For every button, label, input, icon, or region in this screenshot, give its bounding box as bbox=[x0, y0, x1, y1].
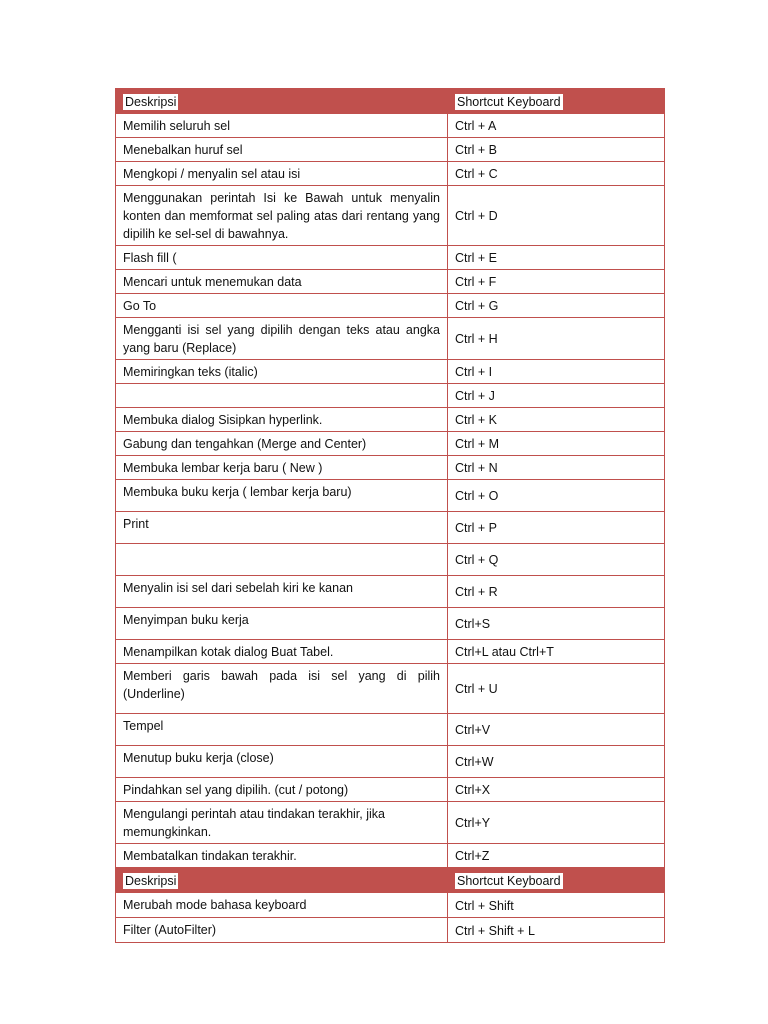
row-description: Memilih seluruh sel bbox=[116, 114, 448, 138]
row-description bbox=[116, 384, 448, 408]
row-description: Menyimpan buku kerja bbox=[116, 608, 448, 640]
row-shortcut: Ctrl+L atau Ctrl+T bbox=[448, 640, 665, 664]
row-description: Tempel bbox=[116, 714, 448, 746]
row-description: Gabung dan tengahkan (Merge and Center) bbox=[116, 432, 448, 456]
row-shortcut: Ctrl + R bbox=[448, 576, 665, 608]
table-row bbox=[116, 844, 665, 868]
row-shortcut: Ctrl+Y bbox=[448, 802, 665, 844]
row-description: Menebalkan huruf sel bbox=[116, 138, 448, 162]
row-shortcut: Ctrl+W bbox=[448, 746, 665, 778]
row-description: Membuka lembar kerja baru ( New ) bbox=[116, 456, 448, 480]
row-shortcut: Ctrl + F bbox=[448, 270, 665, 294]
table-row bbox=[116, 918, 665, 943]
header-shortcut-label: Shortcut Keyboard bbox=[457, 94, 561, 109]
header-description-label: Deskripsi bbox=[125, 873, 177, 888]
row-shortcut: Ctrl + H bbox=[448, 318, 665, 360]
table-row bbox=[116, 802, 665, 844]
table-row bbox=[116, 778, 665, 802]
row-shortcut: Ctrl + K bbox=[448, 408, 665, 432]
table-row bbox=[116, 893, 665, 918]
shortcut-table bbox=[115, 88, 665, 943]
header-shortcut-cell bbox=[448, 868, 665, 893]
table-row bbox=[116, 318, 665, 360]
row-shortcut: Ctrl+S bbox=[448, 608, 665, 640]
row-description: Memiringkan teks (italic) bbox=[116, 360, 448, 384]
row-shortcut: Ctrl + J bbox=[448, 384, 665, 408]
table-row bbox=[116, 512, 665, 544]
row-description: Merubah mode bahasa keyboard bbox=[116, 893, 448, 918]
row-description: Pindahkan sel yang dipilih. (cut / potong) bbox=[116, 778, 448, 802]
table-header-row-2 bbox=[116, 868, 665, 893]
table-row bbox=[116, 640, 665, 664]
table-row bbox=[116, 480, 665, 512]
table-row bbox=[116, 294, 665, 318]
row-description: Menggunakan perintah Isi ke Bawah untuk menyalin konten dan memformat sel paling atas dari rentang yang dipilih ke sel-sel di bawahnya. bbox=[116, 186, 448, 246]
row-shortcut: Ctrl + O bbox=[448, 480, 665, 512]
row-description: Menampilkan kotak dialog Buat Tabel. bbox=[116, 640, 448, 664]
row-shortcut: Ctrl + N bbox=[448, 456, 665, 480]
row-shortcut: Ctrl + U bbox=[448, 664, 665, 714]
table-row bbox=[116, 162, 665, 186]
row-shortcut: Ctrl + Q bbox=[448, 544, 665, 576]
row-shortcut: Ctrl + I bbox=[448, 360, 665, 384]
table-row bbox=[116, 714, 665, 746]
table-row bbox=[116, 114, 665, 138]
row-shortcut: Ctrl + G bbox=[448, 294, 665, 318]
table-row bbox=[116, 544, 665, 576]
row-description bbox=[116, 544, 448, 576]
table-row bbox=[116, 384, 665, 408]
table-row bbox=[116, 432, 665, 456]
row-description: Mengulangi perintah atau tindakan terakhir, jika memungkinkan. bbox=[116, 802, 448, 844]
row-shortcut: Ctrl + M bbox=[448, 432, 665, 456]
row-description: Mengkopi / menyalin sel atau isi bbox=[116, 162, 448, 186]
header-description-label: Deskripsi bbox=[125, 94, 177, 109]
row-description: Mengganti isi sel yang dipilih dengan teks atau angka yang baru (Replace) bbox=[116, 318, 448, 360]
table-row bbox=[116, 608, 665, 640]
row-shortcut: Ctrl + Shift + L bbox=[448, 918, 665, 943]
row-description: Filter (AutoFilter) bbox=[116, 918, 448, 943]
row-shortcut: Ctrl + A bbox=[448, 114, 665, 138]
row-shortcut: Ctrl+X bbox=[448, 778, 665, 802]
row-description: Mencari untuk menemukan data bbox=[116, 270, 448, 294]
table-row bbox=[116, 576, 665, 608]
table-row bbox=[116, 270, 665, 294]
row-description: Menutup buku kerja (close) bbox=[116, 746, 448, 778]
header-description-cell bbox=[116, 89, 448, 114]
row-shortcut: Ctrl + Shift bbox=[448, 893, 665, 918]
row-description: Membuka buku kerja ( lembar kerja baru) bbox=[116, 480, 448, 512]
row-shortcut: Ctrl + E bbox=[448, 246, 665, 270]
header-description-cell bbox=[116, 868, 448, 893]
table-row bbox=[116, 138, 665, 162]
row-description: Menyalin isi sel dari sebelah kiri ke kanan bbox=[116, 576, 448, 608]
table-row bbox=[116, 456, 665, 480]
row-description: Memberi garis bawah pada isi sel yang di pilih (Underline) bbox=[116, 664, 448, 714]
table-header-row bbox=[116, 89, 665, 114]
header-shortcut-cell bbox=[448, 89, 665, 114]
row-shortcut: Ctrl + P bbox=[448, 512, 665, 544]
table-row bbox=[116, 664, 665, 714]
table-row bbox=[116, 746, 665, 778]
row-shortcut: Ctrl+Z bbox=[448, 844, 665, 868]
row-shortcut: Ctrl + D bbox=[448, 186, 665, 246]
table-row bbox=[116, 186, 665, 246]
row-shortcut: Ctrl+V bbox=[448, 714, 665, 746]
row-shortcut: Ctrl + B bbox=[448, 138, 665, 162]
table-row bbox=[116, 360, 665, 384]
row-description: Print bbox=[116, 512, 448, 544]
row-description: Flash fill ( bbox=[116, 246, 448, 270]
table-row bbox=[116, 408, 665, 432]
row-description: Membatalkan tindakan terakhir. bbox=[116, 844, 448, 868]
row-description: Membuka dialog Sisipkan hyperlink. bbox=[116, 408, 448, 432]
row-description: Go To bbox=[116, 294, 448, 318]
row-shortcut: Ctrl + C bbox=[448, 162, 665, 186]
table-row bbox=[116, 246, 665, 270]
header-shortcut-label: Shortcut Keyboard bbox=[457, 873, 561, 888]
